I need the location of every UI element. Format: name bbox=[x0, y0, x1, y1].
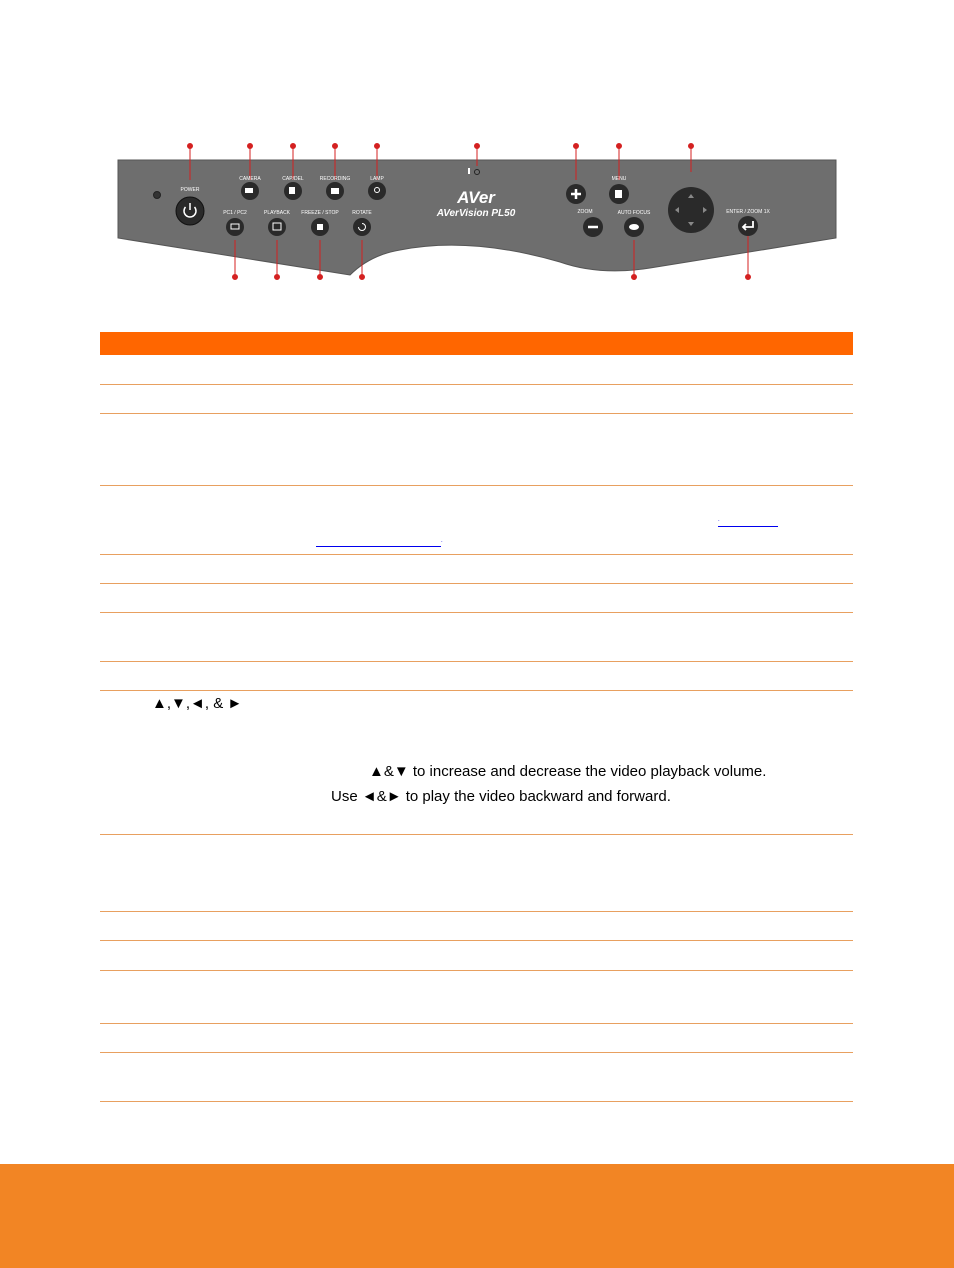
brand-model: AVerVision PL50 bbox=[436, 208, 516, 219]
arrow-keys-label: ▲,▼,◄, & ► bbox=[152, 695, 243, 712]
table-row-divider bbox=[100, 583, 853, 584]
eye-icon bbox=[629, 224, 639, 230]
menu-label: MENU bbox=[611, 176, 627, 182]
recording-label: RECORDING bbox=[319, 176, 351, 182]
table-row-divider bbox=[100, 834, 853, 835]
capture-delete-icon bbox=[289, 187, 295, 194]
seek-instruction: Use ◄&► to play the video backward and forward. bbox=[331, 788, 671, 805]
power-button bbox=[176, 197, 204, 225]
auto-focus-label: AUTO FOCUS bbox=[617, 210, 651, 216]
table-row-divider bbox=[100, 1052, 853, 1053]
playback-button bbox=[268, 218, 286, 236]
menu-icon bbox=[615, 190, 622, 198]
lamp-label: LAMP bbox=[370, 176, 384, 182]
table-row-divider bbox=[100, 940, 853, 941]
table-row-divider bbox=[100, 911, 853, 912]
table-row-divider bbox=[100, 485, 853, 486]
table-row-divider bbox=[100, 1101, 853, 1102]
lamp-button bbox=[368, 182, 386, 200]
enter-label: ENTER / ZOOM 1X bbox=[726, 209, 770, 215]
link-marker: . bbox=[441, 538, 443, 544]
freeze-stop-label: FREEZE / STOP bbox=[301, 210, 339, 216]
table-row-divider bbox=[100, 661, 853, 662]
footer-band bbox=[0, 1164, 954, 1268]
rotate-label: ROTATE bbox=[352, 210, 372, 216]
power-led bbox=[154, 192, 161, 199]
table-row-divider bbox=[100, 970, 853, 971]
cross-reference-link[interactable] bbox=[316, 546, 441, 547]
power-label: POWER bbox=[180, 187, 200, 193]
table-row-divider bbox=[100, 413, 853, 414]
cap-del-label: CAP/DEL bbox=[282, 176, 304, 182]
pc-label: PC1 / PC2 bbox=[223, 210, 247, 216]
brand-logo: AVer bbox=[457, 188, 495, 207]
control-panel-diagram bbox=[0, 0, 954, 300]
stop-icon bbox=[317, 224, 323, 230]
table-row-divider bbox=[100, 690, 853, 691]
table-row-divider bbox=[100, 1023, 853, 1024]
table-header-bar bbox=[100, 332, 853, 355]
cross-reference-link[interactable] bbox=[718, 526, 778, 527]
table-row-divider bbox=[100, 554, 853, 555]
table-row-divider bbox=[100, 384, 853, 385]
camera-label: CAMERA bbox=[239, 176, 261, 182]
camera-icon bbox=[245, 188, 253, 193]
volume-instruction: ▲&▼ to increase and decrease the video playback volume. bbox=[369, 763, 767, 780]
mic-icon bbox=[468, 168, 470, 174]
record-icon bbox=[331, 188, 339, 194]
playback-label: PLAYBACK bbox=[263, 210, 291, 216]
table-row-divider bbox=[100, 612, 853, 613]
enter-button bbox=[738, 216, 758, 236]
pc-button bbox=[226, 218, 244, 236]
zoom-label: ZOOM bbox=[577, 209, 593, 215]
rotate-button bbox=[353, 218, 371, 236]
navigation-pad bbox=[668, 187, 714, 233]
link-marker: . bbox=[718, 517, 720, 523]
